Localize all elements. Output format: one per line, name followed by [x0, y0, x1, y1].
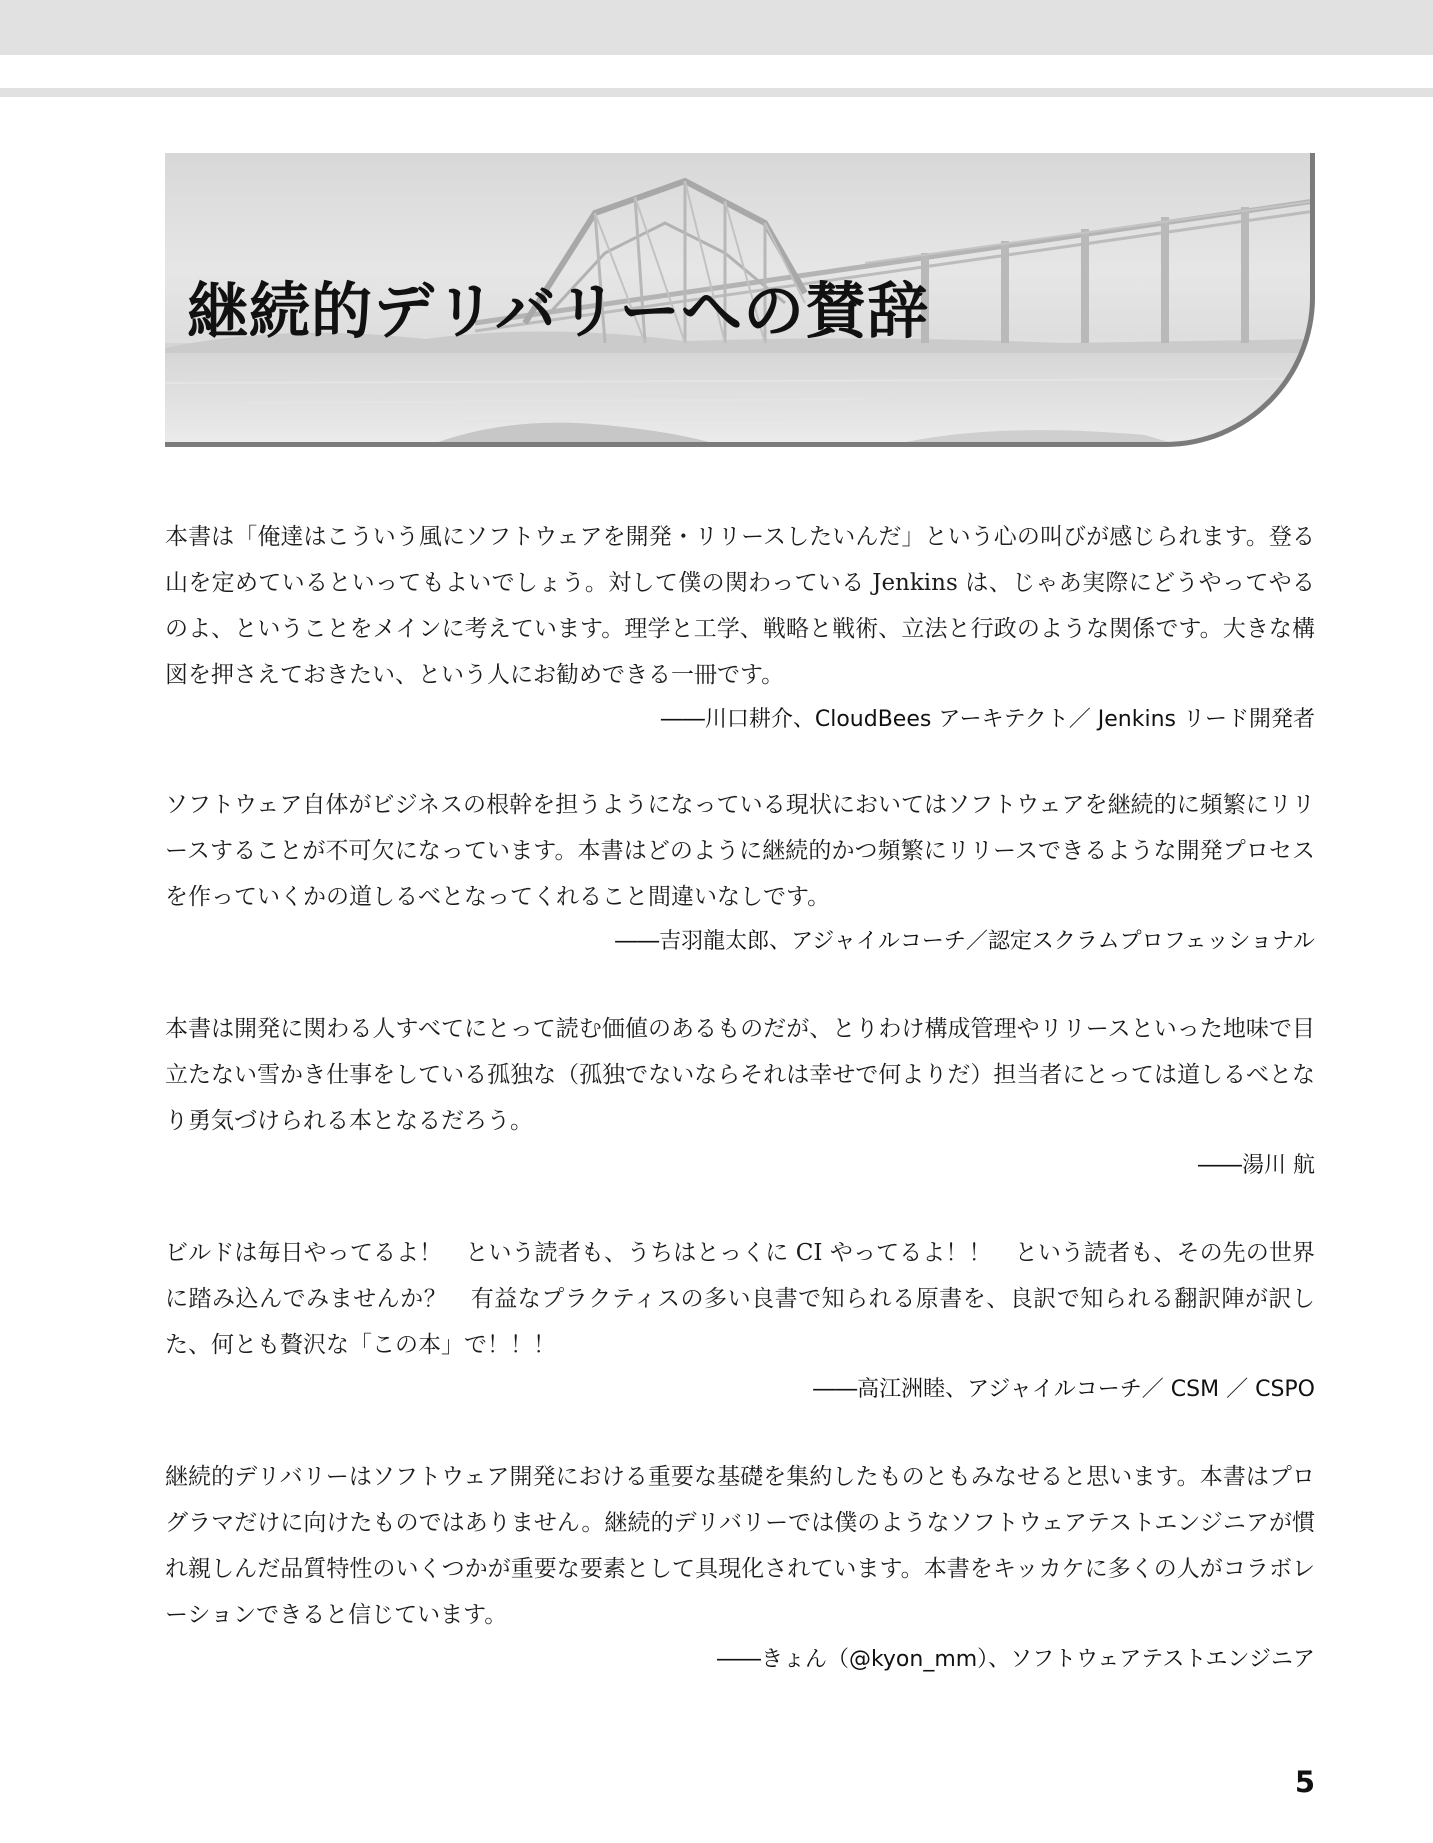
header-rule — [0, 88, 1433, 97]
praise-item — [165, 1006, 1315, 1188]
praise-text: 本書は「俺達はこういう風にソフトウェアを開発・リリースしたいんだ」という心の叫びが感じられます。登る山を定めているといってもよいでしょう。対して僕の関わっている Jenkins は、じゃあ実際にどうやってやるのよ、ということをメインに考えています。理学と工学、戦略と戦術、立法と行政のような関係です。大きな構図を押さえておきたい、という人にお勧めできる一冊です。 — [165, 524, 1315, 688]
page-number: 5 — [1294, 1765, 1315, 1799]
praise-attribution: ――吉羽龍太郎、アジャイルコーチ／認定スクラムプロフェッショナル — [615, 929, 1315, 954]
praise-attribution: ――きょん（@kyon_mm）、ソフトウェアテストエンジニア — [716, 1647, 1315, 1672]
praise-item — [165, 782, 1315, 964]
praise-text: ソフトウェア自体がビジネスの根幹を担うようになっている現状においてはソフトウェアを継続的に頻繁にリリースすることが不可欠になっています。本書はどのように継続的かつ頻繁にリリースできるような開発プロセスを作っていくかの道しるべとなってくれること間違いなしです。 — [165, 792, 1315, 910]
praise-attribution: ――川口耕介、CloudBees アーキテクト／ Jenkins リード開発者 — [660, 707, 1315, 732]
praise-attribution: ――高江洲睦、アジャイルコーチ／ CSM ／ CSPO — [813, 1377, 1315, 1402]
praise-item — [165, 1454, 1315, 1682]
praise-item — [165, 514, 1315, 742]
chapter-banner — [165, 153, 1315, 447]
praise-text: 本書は開発に関わる人すべてにとって読む価値のあるものだが、とりわけ構成管理やリリースといった地味で目立たない雪かき仕事をしている孤独な（孤独でないならそれは幸せで何よりだ）担当者にとっては道しるべとなり勇気づけられる本となるだろう。 — [165, 1016, 1315, 1134]
praise-text: ビルドは毎日やってるよ！ という読者も、うちはとっくに CI やってるよ！！ という読者も、その先の世界に踏み込んでみませんか？ 有益なプラクティスの多い良書で知られる原書を、良訳で知られる翻訳陣が訳した、何とも贅沢な「この本」で！！！ — [165, 1240, 1315, 1358]
praise-text: 継続的デリバリーはソフトウェア開発における重要な基礎を集約したものともみなせると思います。本書はプログラマだけに向けたものではありません。継続的デリバリーでは僕のようなソフトウェアテストエンジニアが慣れ親しんだ品質特性のいくつかが重要な要素として具現化されています。本書をキッカケに多くの人がコラボレーションできると信じています。 — [165, 1464, 1315, 1628]
praise-item — [165, 1230, 1315, 1412]
chapter-title: 継続的デリバリーへの賛辞 — [187, 276, 930, 347]
header-band — [0, 0, 1433, 55]
praise-attribution: ――湯川 航 — [1198, 1153, 1315, 1178]
